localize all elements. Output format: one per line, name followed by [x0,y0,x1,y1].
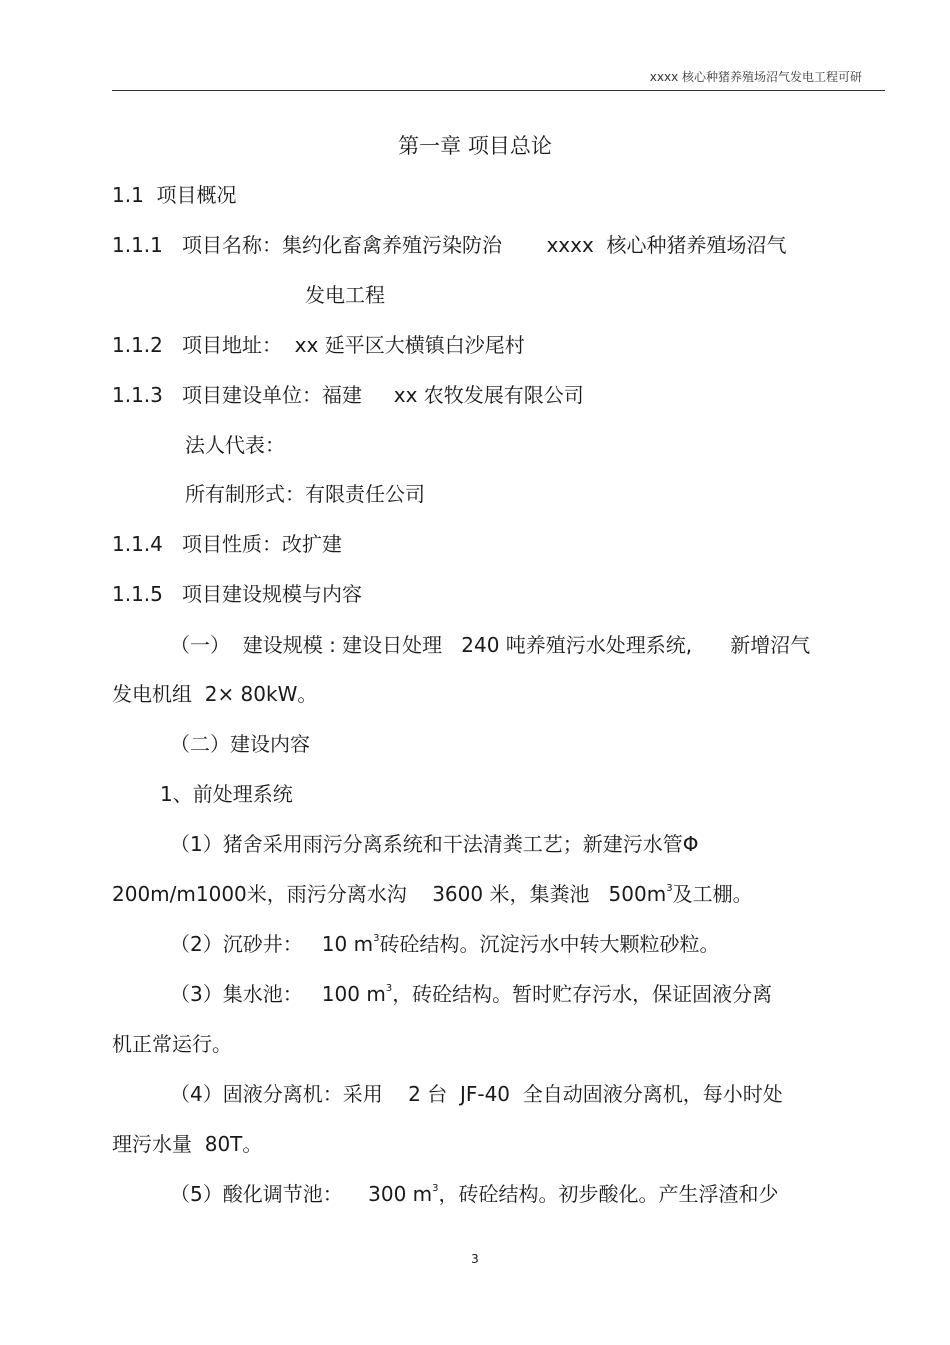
running-header: xxxx 核心种猪养殖场沼气发电工程可研 [649,70,862,84]
text-segment: 200m/m1000米，雨污分离水沟 3600 米，集粪池 500m [112,882,667,906]
superscript: 3 [666,883,673,894]
text-segment: ，砖砼结构。初步酸化。产生浮渣和少 [438,1182,779,1206]
text-line: 理污水量 80T。 [112,1132,263,1156]
text-segment: （5）酸化调节池： 300 m [170,1182,433,1206]
chapter-title: 第一章 项目总论 [398,134,552,158]
text-line: 1.1.1 项目名称：集约化畜禽养殖污染防治 xxxx 核心种猪养殖场沼气 [112,233,787,257]
text-line: 1、前处理系统 [160,782,293,806]
text-line: （1）猪舍采用雨污分离系统和干法清粪工艺；新建污水管Φ [170,832,699,856]
text-line: 发电工程 [305,283,385,307]
text-line: 1.1.4 项目性质：改扩建 [112,532,342,556]
page-number: 3 [471,1252,479,1266]
text-line: 1.1.3 项目建设单位：福建 xx 农牧发展有限公司 [112,383,584,407]
text-line: （二）建设内容 [170,732,310,756]
text-line [112,882,753,906]
text-line [170,982,772,1006]
text-line: （4）固液分离机：采用 2 台 JF-40 全自动固液分离机，每小时处 [170,1082,783,1106]
text-segment: 及工棚。 [672,882,753,906]
text-line: 所有制形式：有限责任公司 [185,482,425,506]
text-line [170,932,719,956]
text-line: 1.1.2 项目地址： xx 延平区大横镇白沙尾村 [112,333,525,357]
text-segment: 砖砼结构。沉淀污水中转大颗粒砂粒。 [379,932,720,956]
text-segment: （2）沉砂井： 10 m [170,932,374,956]
superscript: 3 [432,1183,439,1194]
text-segment: （3）集水池： 100 m [170,982,386,1006]
superscript: 3 [385,983,393,994]
text-line: 法人代表： [185,433,285,457]
text-line [170,1182,779,1206]
superscript: 3 [373,933,380,944]
text-segment: ，砖砼结构。暂时贮存污水，保证固液分离 [392,982,773,1006]
text-line: 1.1.5 项目建设规模与内容 [112,582,362,606]
text-line: （一） 建设规模 : 建设日处理 240 吨养殖污水处理系统, 新增沼气 [170,633,811,657]
section-heading: 1.1 项目概况 [112,183,237,207]
text-line: 发电机组 2× 80kW。 [112,682,318,706]
text-line: 机正常运行。 [112,1032,232,1056]
header-divider [112,90,885,91]
